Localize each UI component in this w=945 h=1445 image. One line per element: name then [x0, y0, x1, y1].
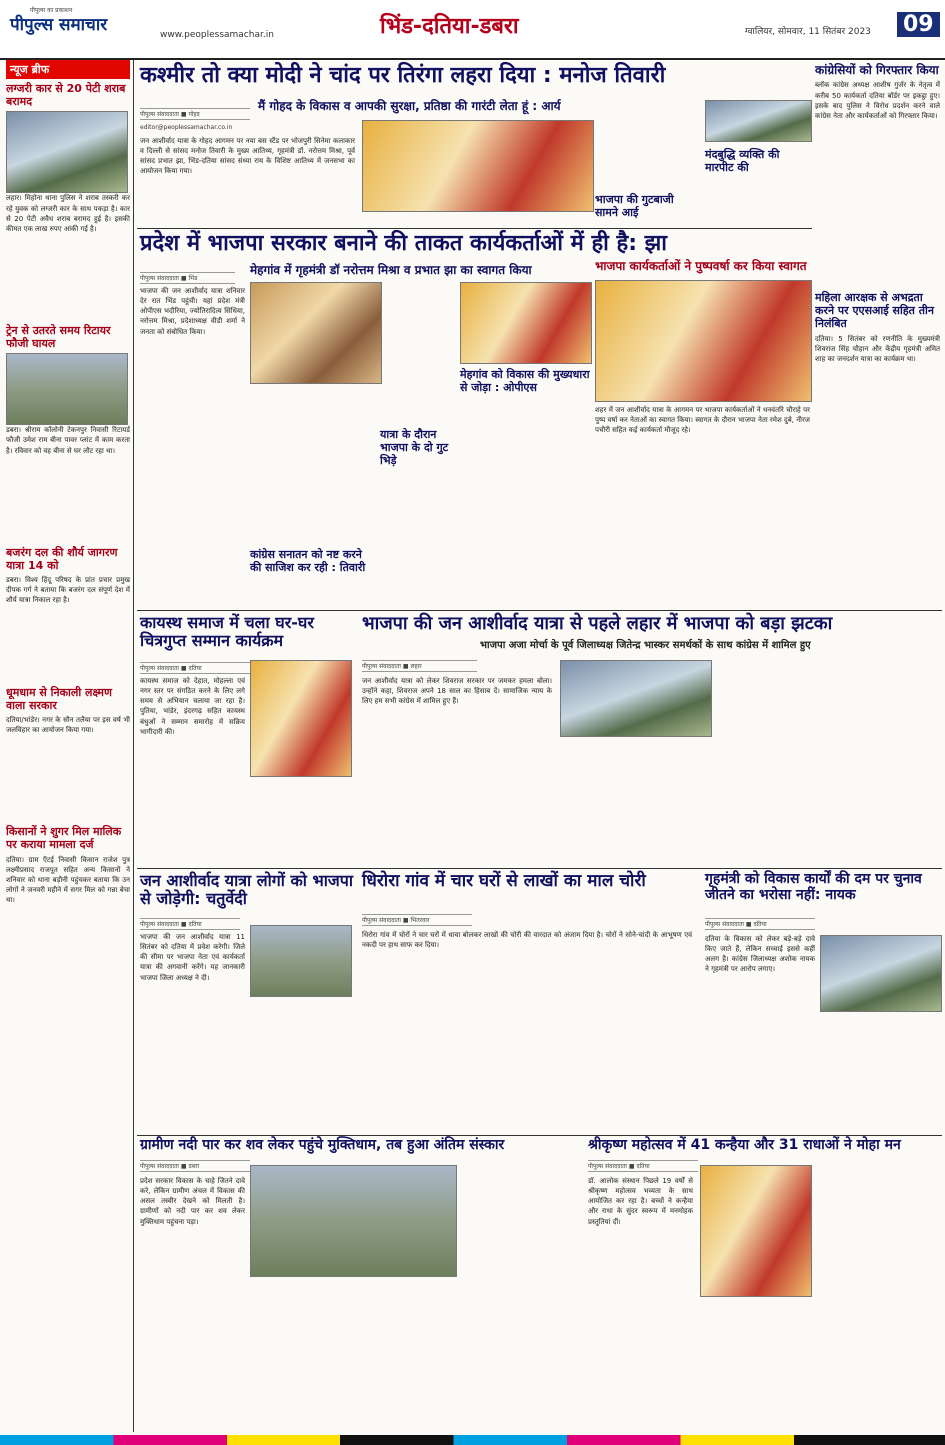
river-photo	[250, 1165, 457, 1277]
story-body: दतिया के विकास को लेकर बड़े-बड़े दावे किए जाते हैं, लेकिन सच्चाई इससे कहीं अलग है। कांग्रेस जिलाध्यक्ष अशोक नायक ने गृहमंत्री पर आरोप लगाए।	[705, 935, 815, 974]
brief-photo	[6, 111, 128, 193]
leader-photo	[250, 925, 352, 997]
headline-shav: ग्रामीण नदी पार कर शव लेकर पहुंचे मुक्तिधाम, तब हुआ अंतिम संस्कार	[140, 1137, 505, 1153]
story-body: कायस्थ समाज को देहात, मोहल्ला एवं नगर स्तर पर संगठित करने के लिए लगे समय से अभियान चलाया जा रहा है। पुतिया, भांडेर, इंदरगढ़ सहित कायस्थ बंधुओं ने सम्मान समारोह में सक्रिय भागीदारी की।	[140, 677, 245, 736]
byline: पीपुल्स संवाददाता ■ दतिया	[588, 1160, 698, 1172]
inline-headline: भाजपा की गुटबाजी सामने आई	[595, 193, 674, 220]
inline-headline: मेहगांव को विकास की मुख्यधारा से जोड़ा : ओपीएस	[460, 368, 590, 395]
brief-body: लहार। मिहोना थाना पुलिस ने शराब तस्करी कर रहे युवक को लग्जरी कार के साथ पकड़ा है। कार से 20 पेटी अवैध शराब बरामद हुई है। इसकी कीमत एक लाख रुपए आंकी गई है।	[6, 194, 130, 233]
story-headline: महिला आरक्षक से अभद्रता करने पर एएसआई सहित तीन निलंबित	[815, 290, 934, 331]
brief-body: दतिया/भांडेर। नगर के सौन तलैया पर इस वर्ष भी जलविहार का आयोजन किया गया।	[6, 715, 130, 735]
story-divider	[137, 1135, 942, 1136]
inline-headline: कांग्रेस सनातन को नष्ट करने की साजिश कर रही : तिवारी	[250, 548, 366, 575]
inline-headline: मंदबुद्धि व्यक्ति की मारपीट की	[705, 148, 780, 175]
headline-pushpvarsha: भाजपा कार्यकर्ताओं ने पुष्पवर्षा कर किया स्वागत	[595, 259, 807, 273]
brief-headline: लग्जरी कार से 20 पेटी शराब बरामद	[6, 82, 126, 109]
brief-headline: ट्रेन से उतरते समय रिटायर फौजी घायल	[6, 323, 111, 351]
headline-lahar: भाजपा की जन आशीर्वाद यात्रा से पहले लहार में भाजपा को बड़ा झटका	[362, 613, 833, 634]
newspaper-logo: पीपुल्स समाचार	[10, 15, 108, 35]
joining-photo	[560, 660, 712, 737]
editor-email[interactable]: editor@peoplessamachar.co.in	[140, 124, 233, 131]
website-url[interactable]: www.peoplessamachar.in	[160, 30, 274, 40]
byline: पीपुल्स संवाददाता ■ दतिया	[705, 918, 815, 930]
brief-headline: धूमधाम से निकाली लक्ष्मण वाला सरकार	[6, 685, 112, 712]
byline: पीपुल्स संवाददाता ■ भिंड	[140, 272, 235, 284]
news-brief-column	[6, 60, 130, 1432]
event-photo	[460, 282, 592, 364]
rally-photo	[362, 120, 594, 212]
pushpvarsha-photo	[595, 280, 812, 402]
headline-kayastha: कायस्थ समाज में चला घर-घर चित्रगुप्त सम्मान कार्यक्रम	[140, 613, 314, 650]
brief-body: डबरा। श्रीराम कॉलोनी टेकनपुर निवासी रिटायर्ड फौजी उमेश राम बीना पावर प्लांट में काम करता है। रविवार को वह बीना से घर लौट रहा था।	[6, 426, 130, 455]
congress-photo	[820, 935, 942, 1012]
inline-headline: यात्रा के दौरान भाजपा के दो गुट भिड़े	[380, 428, 449, 468]
subhead: मैं गोहद के विकास व आपकी सुरक्षा, प्रतिष्ठा की गारंटी लेता हूं : आर्य	[258, 99, 561, 113]
headline-nayak: गृहमंत्री को विकास कार्यों की दम पर चुनाव जीतने का भरोसा नहीं: नायक	[705, 871, 922, 903]
byline: पीपुल्स संवाददाता ■ भितरवार	[362, 914, 472, 926]
story-headline: कांग्रेसियों को गिरफ्तार किया	[815, 63, 939, 77]
headline-manoj-tiwari: कश्मीर तो क्या मोदी ने चांद पर तिरंगा लहरा दिया : मनोज तिवारी	[140, 63, 666, 88]
story-divider	[137, 868, 942, 869]
brief-headline: किसानों ने शुगर मिल मालिक पर कराया मामला दर्ज	[6, 825, 122, 852]
logo-tagline: पीपुल्स का प्रकाशन	[30, 7, 73, 14]
byline: पीपुल्स संवाददाता ■ दतिया	[140, 918, 240, 930]
headline-chaturvedi: जन आशीर्वाद यात्रा लोगों को भाजपा से जोड़ेगी: चतुर्वेदी	[140, 871, 353, 908]
story-body: जन आशीर्वाद यात्रा को लेकर शिवराज सरकार पर जमकर हमला बोला। उन्होंने कहा, शिवराज अपने 18 साल का हिसाब दें। सामाजिक न्याय के लिए हम सभी कांग्रेस में शामिल हुए हैं।	[362, 677, 552, 706]
byline: पीपुल्स संवाददाता ■ डबरा	[140, 1160, 250, 1172]
right-column	[815, 60, 940, 620]
welcome-photo	[250, 282, 382, 384]
story-body: दतिया। 5 सितंबर को रणनीति के मुख्यमंत्री शिवराज सिंह चौहान और केंद्रीय गृहमंत्री अमित शाह का जनदर्शन यात्रा का कार्यक्रम था।	[815, 334, 940, 363]
story-body: धिरोरा गांव में चोरों ने चार घरों में धावा बोलकर लाखों की चोरी की वारदात को अंजाम दिया है। चोरों ने सोने-चांदी के आभूषण एवं नकदी पर हाथ साफ कर दिया।	[362, 931, 692, 950]
brief-photo	[6, 353, 128, 425]
headline-jha: प्रदेश में भाजपा सरकार बनाने की ताकत कार्यकर्ताओं में ही है: झा	[140, 231, 667, 256]
headline-chori: धिरोरा गांव में चार घरों से लाखों का माल चोरी	[362, 871, 646, 891]
byline: पीपुल्स संवाददाता ■ दतिया	[140, 662, 260, 674]
story-divider	[137, 610, 942, 611]
story-body: भाजपा की जन आशीर्वाद यात्रा शनिवार देर रात भिंड पहुंची। यहां प्रदेश मंत्री ओपीएस भदौरिया, ज्योतिरादित्य सिंधिया, नरोत्तम मिश्रा, प्रदेशाध्यक्ष वीडी शर्मा ने जनता को संबोधित किया।	[140, 287, 245, 336]
page-number: 09	[897, 12, 940, 37]
samman-photo	[250, 660, 352, 777]
story-divider	[137, 228, 812, 229]
story-body: प्रदेश सरकार विकास के चाहे जितने दावे करे, लेकिन ग्रामीण अंचल में विकास की असल तस्वीर देखने को मिलती है। ग्रामीणों को नदी पार कर शव लेकर मुक्तिधाम पहुंचना पड़ा।	[140, 1177, 245, 1226]
story-photo	[705, 100, 812, 142]
story-body: डॉ. आलोक संस्थान पिछले 19 वर्षों से श्रीकृष्ण महोत्सव भव्यता के साथ आयोजित कर रहा है। बच्चों ने कन्हैया और राधा के सुंदर स्वरूप में मनमोहक प्रस्तुतियां दीं।	[588, 1177, 693, 1226]
byline: पीपुल्स संवाददाता ■ गोहद	[140, 108, 250, 120]
byline: पीपुल्स संवाददाता ■ लहार	[362, 660, 477, 672]
news-brief-label: न्यूज ब्रीफ	[6, 60, 130, 79]
story-body: ब्लॉक कांग्रेस अध्यक्ष आशीष गुर्जर के नेतृत्व में करीब 50 कार्यकर्ता दतिया बॉर्डर पर इकट्ठा हुए। इसके बाद पुलिस ने विरोध प्रदर्शन करने वाले कांग्रेस नेता और कार्यकर्ताओं को गिरफ्तार किया।	[815, 81, 940, 120]
mahotsav-photo	[700, 1165, 812, 1297]
brief-headline: बजरंग दल की शौर्य जागरण यात्रा 14 को	[6, 545, 118, 572]
section-title: भिंड-दतिया-डबरा	[380, 14, 519, 39]
column-rule	[133, 60, 134, 1432]
story-body: भाजपा की जन आशीर्वाद यात्रा 11 सितंबर को दतिया में प्रवेश करेगी। जिले की सीमा पर भाजपा नेता एवं कार्यकर्ता यात्रा की अगवानी करेंगे। यह जानकारी भाजपा जिला अध्यक्ष ने दी।	[140, 933, 245, 982]
headline-krishna: श्रीकृष्ण महोत्सव में 41 कन्हैया और 31 राधाओं ने मोहा मन	[588, 1137, 901, 1153]
subhead: मेहगांव में गृहमंत्री डॉ नरोत्तम मिश्रा व प्रभात झा का स्वागत किया	[250, 263, 532, 277]
brief-body: दतिया। ग्राम ऍटई निवासी किसान राजेश पुत्र लक्ष्मीप्रसाद राजपूत सहित अन्य किसानों ने शनिवार को थाना बड़ौनी पहुंचकर बताया कि उन लोगों ने जनवरी महीने में सगर मिल को गन्ना बेचा था।	[6, 855, 130, 905]
dateline: ग्वालियर, सोमवार, 11 सितंबर 2023	[745, 27, 871, 37]
story-body: जन आशीर्वाद यात्रा के गोहद आगमन पर नया बस स्टैंड पर भोजपुरी सिनेमा कलाकार व दिल्ली से सांसद मनोज तिवारी के मुख्य आतिथ्य, गृहमंत्री डॉ. नरोत्तम मिश्रा, पूर्व सांसद प्रभात झा, भिंड-दतिया सांसद संध्या राय के विशिष्ट आतिथ्य में जनसभा का आयोजन किया गया।	[140, 137, 355, 176]
subhead: भाजपा अजा मोर्चा के पूर्व जिलाध्यक्ष जितेन्द्र भास्कर समर्थकों के साथ कांग्रेस में शामिल हुए	[480, 640, 811, 651]
print-color-bar	[0, 1435, 945, 1445]
brief-body: डबरा। विश्व हिंदू परिषद के प्रांत प्रचार प्रमुख दीपक गर्ग ने बताया कि बजरंग दल संपूर्ण देश में शौर्य यात्रा निकाल रहा है।	[6, 576, 130, 605]
story-body: शहर में जन आशीर्वाद यात्रा के आगमन पर भाजपा कार्यकर्ताओं ने धनवंतरि चौराहे पर पुष्प वर्षा कर नेताओं का स्वागत किया। स्वागत के दौरान भाजपा नेता रमेश दुबे, नीरज पचौरी सहित कई कार्यकर्ता मौजूद रहे।	[595, 406, 810, 435]
